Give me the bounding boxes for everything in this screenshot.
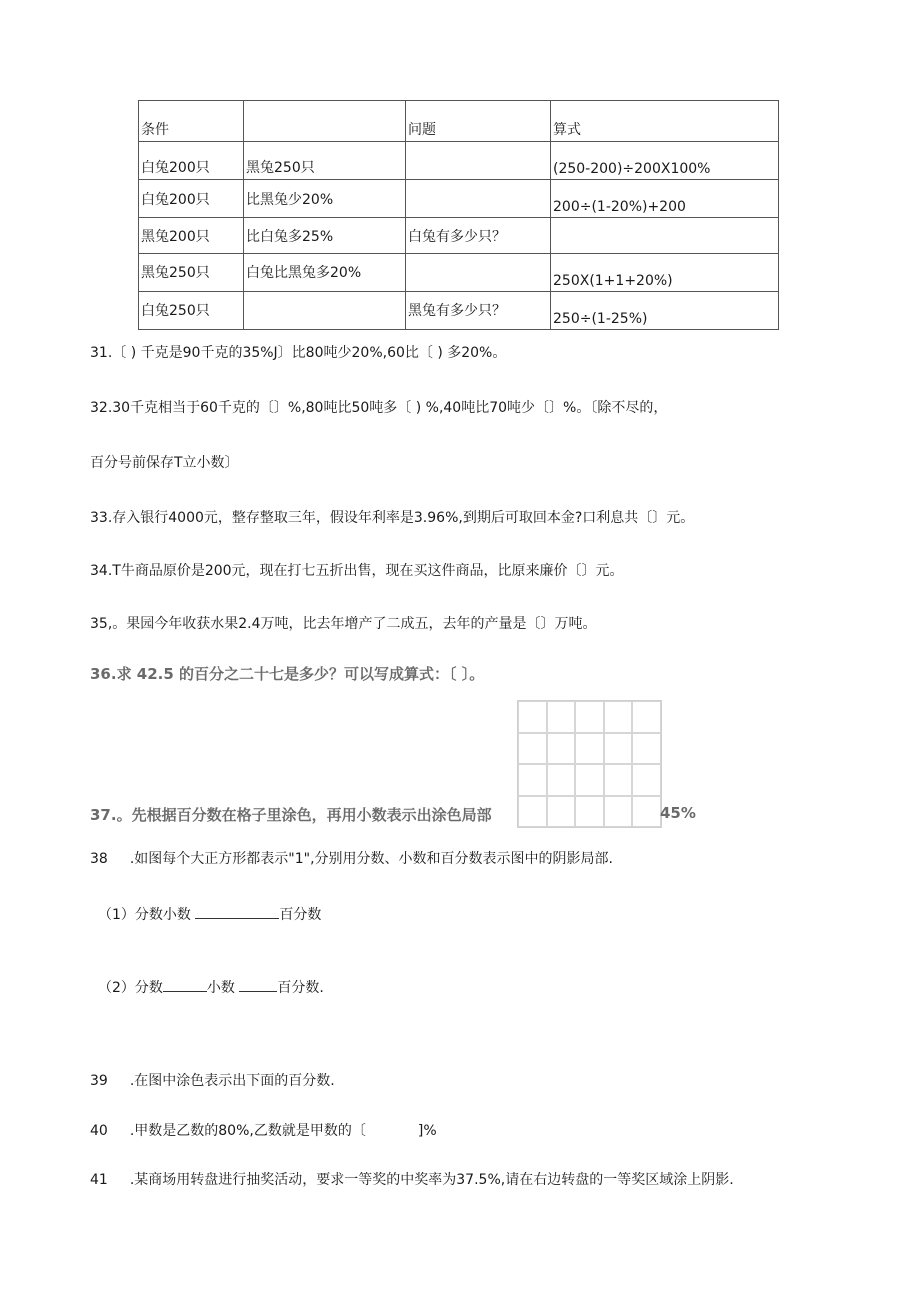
question-text: .某商场用转盘进行抽奖活动，要求一等奖的中奖率为37.5%,请在右边转盘的一等奖区域涂上阴影.: [129, 1172, 734, 1188]
grid-cell[interactable]: [632, 796, 661, 828]
grid-cell[interactable]: [518, 733, 547, 765]
table-cell: [244, 292, 406, 330]
question-36: 36.求 42.5 的百分之二十七是多少？可以写成算式：〔 〕。: [90, 665, 485, 683]
part-label: （2）分数: [98, 980, 163, 996]
question-40: [90, 1120, 437, 1140]
question-32: 32.30千克相当于60千克的〔〕%,80吨比50吨多〔 ) %,40吨比70吨少〔〕%。〔除不尽的，: [90, 400, 668, 416]
percent-grid[interactable]: [517, 700, 662, 828]
grid-cell[interactable]: [604, 796, 633, 828]
part-label: （1）分数小数: [98, 907, 191, 923]
question-number: 40: [90, 1123, 108, 1139]
question-text: .在图中涂色表示出下面的百分数.: [129, 1073, 335, 1089]
grid-cell[interactable]: [632, 701, 661, 733]
table-cell: [551, 218, 779, 254]
table-cell: 200÷(1-20%)+200: [551, 180, 779, 218]
grid-cell[interactable]: [575, 764, 604, 796]
table-row: [139, 218, 779, 254]
grid-cell[interactable]: [632, 733, 661, 765]
question-31: 31.〔 ) 千克是90千克的35%J〕比80吨少20%,60比〔 ) 多20%。: [90, 345, 507, 361]
question-number: 41: [90, 1172, 108, 1188]
table-cell: 比黑兔少20%: [244, 180, 406, 218]
question-37-percent: 45%: [660, 804, 696, 822]
table-cell: 黑兔200只: [139, 218, 244, 254]
question-39: [90, 1070, 335, 1090]
question-38: [90, 848, 613, 868]
grid-cell[interactable]: [547, 701, 576, 733]
grid-cell[interactable]: [518, 701, 547, 733]
question-text: .如图每个大正方形都表示"1",分别用分数、小数和百分数表示图中的阴影局部.: [129, 851, 613, 867]
question-34: 34.T牛商品原价是200元，现在打七五折出售，现在买这件商品，比原来廉价〔〕元。: [90, 563, 624, 579]
grid-cell[interactable]: [604, 733, 633, 765]
table-cell: 黑兔有多少只？: [406, 292, 551, 330]
part-label: 小数: [206, 980, 235, 996]
question-38-part-1: [98, 904, 321, 924]
question-number: 38: [90, 851, 108, 867]
part-label: 百分数: [279, 907, 322, 923]
table-cell: 250X(1+1+20%): [551, 254, 779, 292]
grid-cell[interactable]: [547, 796, 576, 828]
rabbit-table: [138, 100, 779, 330]
question-text-end: ]%: [417, 1123, 437, 1139]
question-37: 37.。先根据百分数在格子里涂色，再用小数表示出涂色局部: [90, 806, 492, 824]
answer-blank[interactable]: [163, 979, 207, 992]
grid-cell[interactable]: [518, 796, 547, 828]
question-41: [90, 1169, 734, 1189]
answer-blank[interactable]: [195, 906, 279, 919]
table-cell: 白兔250只: [139, 292, 244, 330]
table-cell: (250-200)÷200X100%: [551, 142, 779, 180]
answer-blank[interactable]: [239, 979, 277, 992]
grid-cell[interactable]: [575, 701, 604, 733]
question-number: 39: [90, 1073, 108, 1089]
table-cell: 白兔200只: [139, 180, 244, 218]
table-cell: 白兔200只: [139, 142, 244, 180]
table-row: [139, 254, 779, 292]
table-row: [139, 180, 779, 218]
table-header-row: [139, 101, 779, 142]
question-35: 35,。果园今年收获水果2.4万吨，比去年增产了二成五，去年的产量是〔〕万吨。: [90, 616, 597, 632]
table-cell: 黑兔250只: [244, 142, 406, 180]
table-header-cell: [244, 101, 406, 142]
question-32-note: 百分号前保存T立小数〕: [90, 455, 239, 471]
grid-cell[interactable]: [575, 796, 604, 828]
table-cell: [406, 180, 551, 218]
table-header-cell: 问题: [406, 101, 551, 142]
grid-cell[interactable]: [632, 764, 661, 796]
table-row: [139, 292, 779, 330]
table-cell: [406, 142, 551, 180]
grid-cell[interactable]: [604, 764, 633, 796]
table-row: [139, 142, 779, 180]
table-cell: 黑兔250只: [139, 254, 244, 292]
question-text: .甲数是乙数的80%,乙数就是甲数的〔: [129, 1123, 366, 1139]
question-38-part-2: [98, 977, 324, 997]
table-header-cell: 算式: [551, 101, 779, 142]
grid-cell[interactable]: [575, 733, 604, 765]
part-label: 百分数.: [277, 980, 324, 996]
table-cell: 白兔比黑兔多20%: [244, 254, 406, 292]
grid-cell[interactable]: [547, 733, 576, 765]
grid-cell[interactable]: [547, 764, 576, 796]
table-cell: 白兔有多少只？: [406, 218, 551, 254]
grid-cell[interactable]: [518, 764, 547, 796]
table-cell: 比白兔多25%: [244, 218, 406, 254]
table-header-cell: 条件: [139, 101, 244, 142]
question-33: 33.存入银行4000元，整存整取三年，假设年利率是3.96%,到期后可取回本金?口利息共〔〕元。: [90, 510, 695, 526]
grid-cell[interactable]: [604, 701, 633, 733]
table-cell: 250÷(1-25%): [551, 292, 779, 330]
table-cell: [406, 254, 551, 292]
